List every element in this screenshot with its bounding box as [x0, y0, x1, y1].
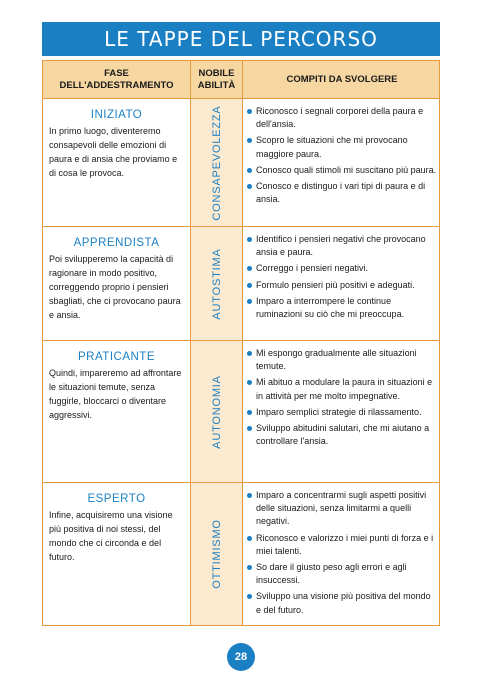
bullet-icon — [247, 410, 252, 415]
skill-label: CONSAPEVOLEZZA — [210, 104, 223, 221]
list-item — [247, 134, 437, 160]
skill-cell — [191, 99, 243, 226]
phase-name: PRATICANTE — [78, 351, 155, 363]
header-tasks-label: COMPITI DA SVOLGERE — [286, 74, 398, 85]
tasks-cell — [243, 99, 441, 226]
phase-name: ESPERTO — [87, 493, 146, 505]
task-text: Riconosco i segnali corporei della paura e dell'ansia. — [256, 106, 424, 130]
task-text: Riconosco e valorizzo i miei punti di forza e i miei talenti. — [256, 532, 434, 556]
task-text: Mi abituo a modulare la paura in situazioni e in attività per me molto impegnative. — [256, 377, 433, 401]
bullet-icon — [247, 493, 252, 498]
phase-cell — [43, 341, 191, 482]
bullet-icon — [247, 138, 252, 143]
list-item — [247, 262, 437, 275]
bullet-icon — [247, 283, 252, 288]
phase-cell — [43, 227, 191, 340]
header-phase-label: FASE DELL'ADDESTRAMENTO — [59, 68, 174, 91]
phase-cell — [43, 99, 191, 226]
bullet-icon — [247, 380, 252, 385]
task-text: Identifico i pensieri negativi che provocano ansia e paura. — [256, 234, 426, 258]
phase-name: INIZIATO — [90, 109, 143, 121]
skill-label: AUTOSTIMA — [210, 247, 223, 320]
header-phase — [43, 61, 191, 99]
task-text: Conosco quali stimoli mi suscitano più paura. — [256, 164, 437, 175]
skill-cell — [191, 341, 243, 482]
task-text: Mi espongo gradualmente alle situazioni temute. — [256, 348, 417, 372]
task-text: Scopro le situazioni che mi provocano maggiore paura. — [256, 135, 408, 159]
phase-description: Poi svilupperemo la capacità di ragionare in modo positivo, correggendo proprio i pensieri sbagliati, che ci provocano paura e ansia. — [49, 254, 181, 320]
skill-cell — [191, 483, 243, 625]
header-skill — [191, 61, 243, 99]
tasks-cell — [243, 341, 441, 482]
table-row — [43, 483, 439, 625]
header-tasks — [243, 61, 441, 99]
bullet-icon — [247, 351, 252, 356]
page-title: LE TAPPE DEL PERCORSO — [42, 22, 440, 56]
bullet-icon — [247, 426, 252, 431]
list-item — [247, 532, 437, 558]
bullet-icon — [247, 237, 252, 242]
list-item — [247, 347, 437, 373]
tasks-cell — [243, 227, 441, 340]
phase-description: Infine, acquisiremo una visione più positiva di noi stessi, del mondo che ci circonda e del futuro. — [49, 510, 173, 562]
task-text: Imparo a concentrarmi sugli aspetti positivi delle situazioni, senza limitarmi a quelli negativi. — [256, 490, 427, 527]
list-item — [247, 561, 437, 587]
bullet-icon — [247, 266, 252, 271]
page-number-badge: 28 — [227, 643, 255, 671]
bullet-icon — [247, 299, 252, 304]
task-text: Sviluppo una visione più positiva del mondo e del futuro. — [256, 591, 431, 615]
phase-description: Quindi, impareremo ad affrontare le situazioni temute, senza fuggirle, bloccarci o diventare aggressivi. — [49, 368, 182, 420]
table-row — [43, 227, 439, 341]
stages-table — [42, 60, 440, 626]
bullet-icon — [247, 109, 252, 114]
list-item — [247, 164, 437, 177]
list-item — [247, 406, 437, 419]
phase-name: APPRENDISTA — [73, 237, 160, 249]
table-header — [43, 61, 439, 99]
list-item — [247, 105, 437, 131]
task-text: Correggo i pensieri negativi. — [256, 263, 369, 274]
table-row — [43, 99, 439, 227]
task-text: Formulo pensieri più positivi e adeguati. — [256, 279, 415, 290]
bullet-icon — [247, 168, 252, 173]
bullet-icon — [247, 536, 252, 541]
list-item — [247, 590, 437, 616]
phase-description: In primo luogo, diventeremo consapevoli delle emozioni di paura e di ansia che proviamo e di cosa le provoca. — [49, 126, 178, 178]
list-item — [247, 295, 437, 321]
list-item — [247, 233, 437, 259]
list-item — [247, 422, 437, 448]
skill-label: OTTIMISMO — [210, 519, 223, 589]
task-text: Sviluppo abitudini salutari, che mi aiutano a controllare l'ansia. — [256, 423, 430, 447]
bullet-icon — [247, 184, 252, 189]
task-text: So dare il giusto peso agli errori e agli insuccessi. — [256, 562, 407, 586]
bullet-icon — [247, 594, 252, 599]
phase-cell — [43, 483, 191, 625]
skill-label: AUTONOMIA — [210, 374, 223, 449]
task-text: Imparo semplici strategie di rilassamento. — [256, 406, 422, 417]
tasks-cell — [243, 483, 441, 625]
table-row — [43, 341, 439, 483]
skill-cell — [191, 227, 243, 340]
list-item — [247, 279, 437, 292]
list-item — [247, 376, 437, 402]
list-item — [247, 180, 437, 206]
header-skill-label: NOBILE ABILITÀ — [197, 68, 236, 91]
task-text: Imparo a interrompere le continue ruminazioni su ciò che mi preoccupa. — [256, 295, 405, 320]
bullet-icon — [247, 565, 252, 570]
task-text: Conosco e distinguo i vari tipi di paura e di ansia. — [256, 181, 426, 205]
list-item — [247, 489, 437, 529]
